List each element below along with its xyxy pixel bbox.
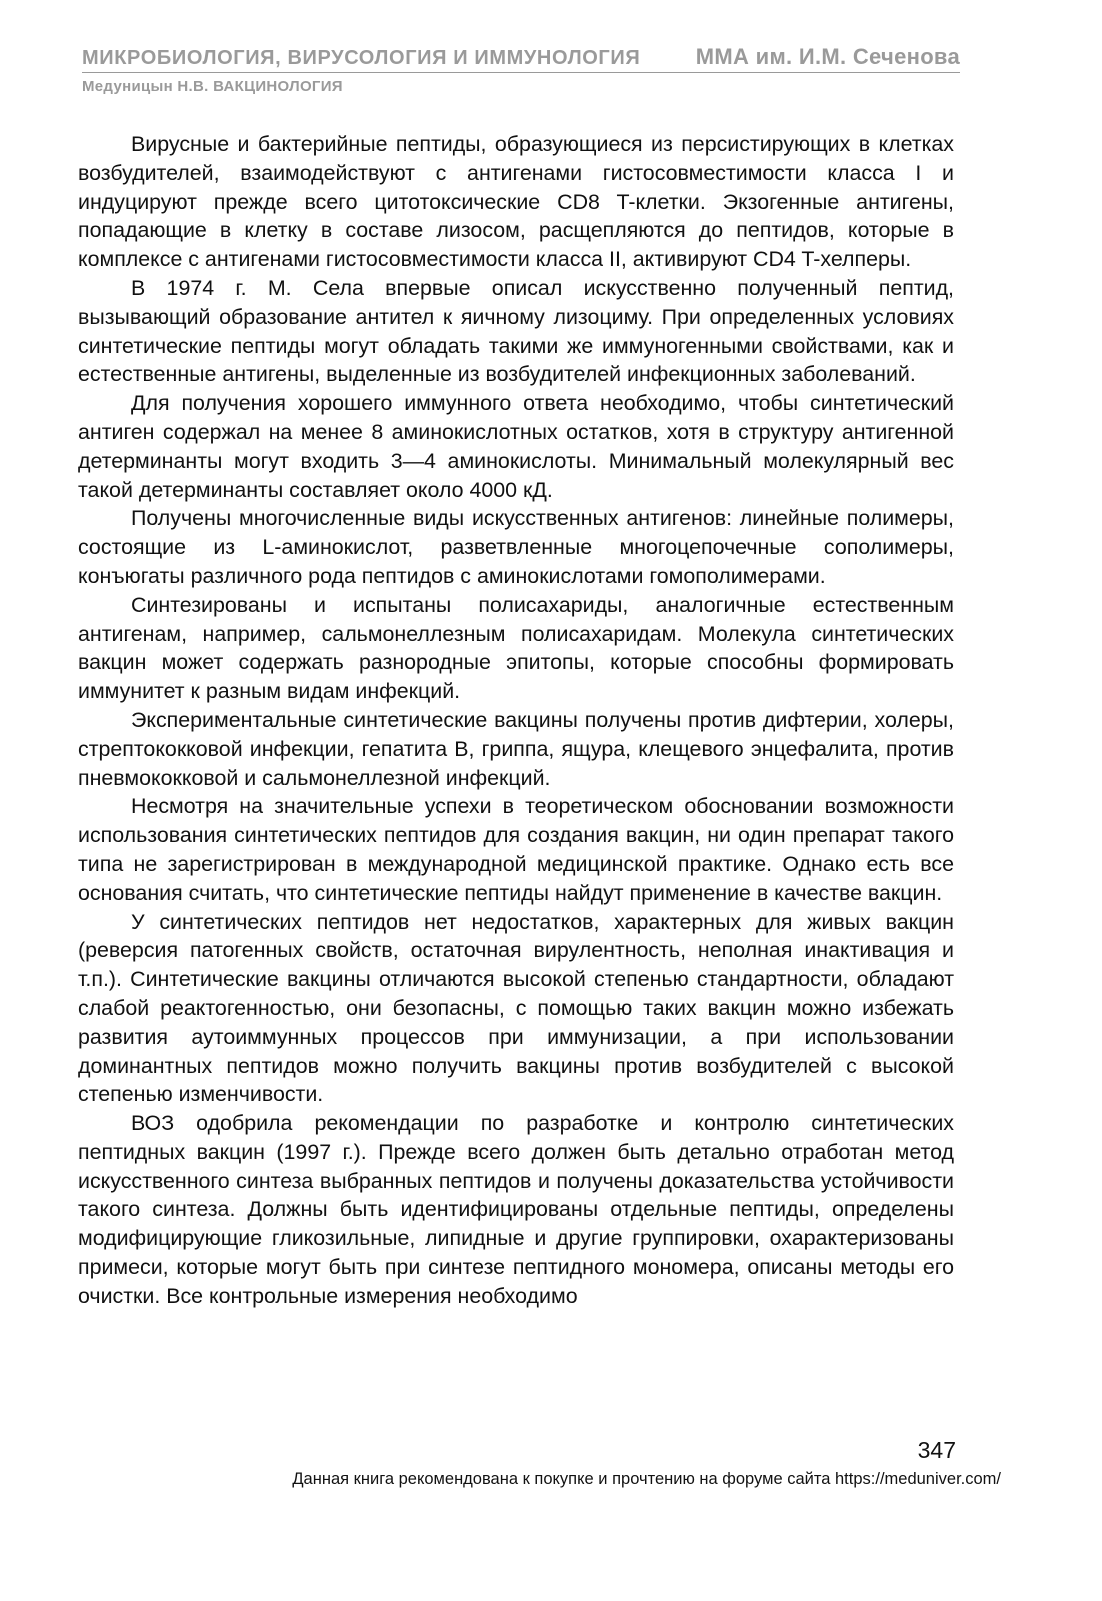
page-body [78,130,954,1311]
header-book-title: МИКРОБИОЛОГИЯ, ВИРУСОЛОГИЯ И ИММУНОЛОГИЯ [82,47,641,69]
header-institution: ММА им. И.М. Сеченова [695,44,960,69]
paragraph-7: Несмотря на значительные успехи в теоретическом обосновании возможности использования синтетических пептидов для создания вакцин, ни один препарат такого типа не зарегистрирован в международной медицинской практике. Однако есть все основания считать, что синтетические пептиды найдут применение в качестве вакцин. [78,794,954,905]
paragraph-5: Синтезированы и испытаны полисахариды, аналогичные естественным антигенам, например, сальмонеллезным полисахаридам. Молекула синтетических вакцин может содержать разнородные эпитопы, которые способны формировать иммунитет к разным видам инфекций. [78,592,954,704]
header-top-row [82,44,960,73]
paragraph-8: У синтетических пептидов нет недостатков, характерных для живых вакцин (реверсия патогенных свойств, остаточная вирулентность, неполная инактивация и т.п.). Синтетические вакцины отличаются высокой степенью стандартности, обладают слабой реактогенностью, они безопасны, с помощью таких вакцин можно избежать развития аутоиммунных процессов при иммунизации, а при использовании доминантных пептидов можно получить вакцины против возбудителей с высокой степенью изменчивости. [78,909,954,1107]
paragraph-9: ВОЗ одобрила рекомендации по разработке и контролю синтетических пептидных вакцин (1997 г.). Прежде всего должен быть детально отработан метод искусственного синтеза выбранных пептидов и получены доказательства устойчивости такого синтеза. Должны быть идентифицированы отдельные пептиды, определены модифицирующие гликозильные, липидные и другие группировки, охарактеризованы примеси, которые могут быть при синтезе пептидного мономера, описаны методы его очистки. Все контрольные измерения необходимо [78,1111,954,1308]
header-author-subtitle: Медуницын Н.В. ВАКЦИНОЛОГИЯ [82,78,343,95]
paragraph-2: В 1974 г. М. Села впервые описал искусственно полученный пептид, вызывающий образование антител к яичному лизоциму. При определенных условиях синтетические пептиды могут обладать такими же иммуногенными свойствами, как и естественные антигены, выделенные из возбудителей инфекционных заболеваний. [78,275,954,387]
paragraph-4: Получены многочисленные виды искусственных антигенов: линейные полимеры, состоящие из L-аминокислот, разветвленные многоцепочечные сополимеры, конъюгаты различного рода пептидов с аминокислотами гомополимерами. [78,506,954,588]
paragraph-3: Для получения хорошего иммунного ответа необходимо, чтобы синтетический антиген содержал на менее 8 аминокислотных остатков, хотя в структуру антигенной детерминанты могут входить 3—4 аминокислоты. Минимальный молекулярный вес такой детерминанты составляет около 4000 кД. [78,391,954,502]
running-header [82,44,960,95]
paragraph-1: Вирусные и бактерийные пептиды, образующиеся из персистирующих в клетках возбудителей, взаимодействуют с антигенами гистосовместимости класса I и индуцируют прежде всего цитотоксические CD8 T-клетки. Экзогенные антигены, попадающие в клетку в составе лизосом, расщепляются до пептидов, которые в комплексе с антигенами гистосовместимости класса II, активируют CD4 T-хелперы. [78,132,954,272]
page-number: 347 [917,1437,956,1463]
footer-note: Данная книга рекомендована к покупке и прочтению на форуме сайта https://meduniver.com/ [292,1470,1001,1488]
paragraph-6: Экспериментальные синтетические вакцины получены против дифтерии, холеры, стрептококковой инфекции, гепатита В, гриппа, ящура, клещевого энцефалита, против пневмококковой и сальмонеллезной инфекций. [78,707,954,790]
